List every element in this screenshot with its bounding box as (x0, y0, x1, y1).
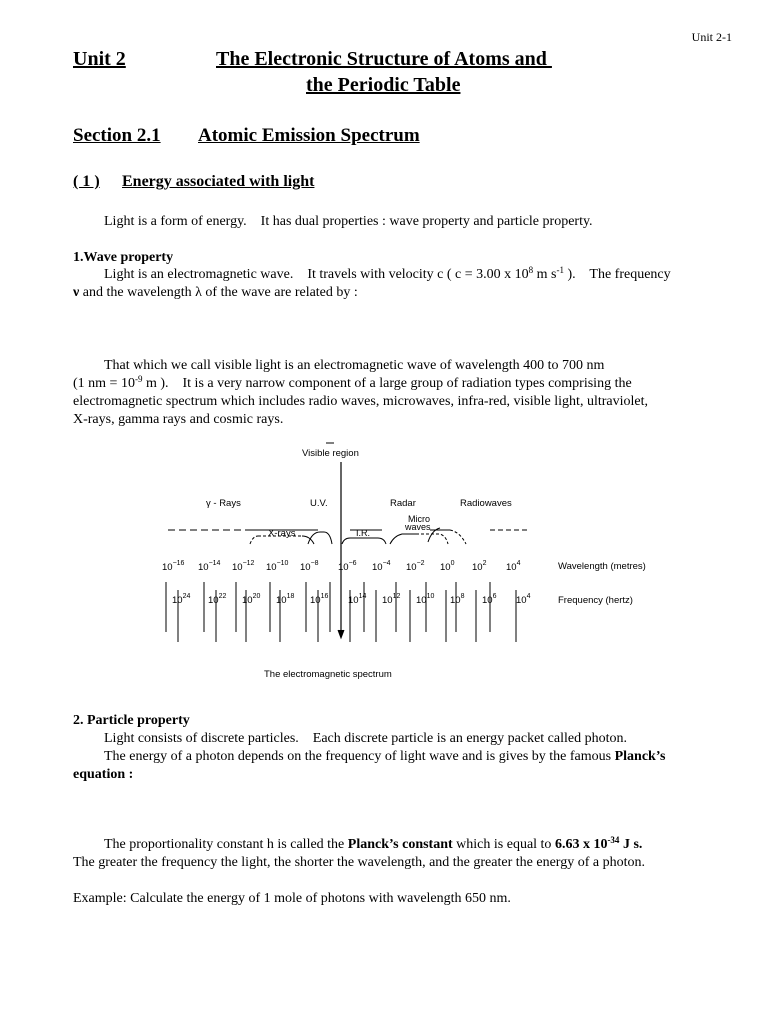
nu-symbol: ν (73, 285, 80, 300)
planck-line-1-text: The proportionality constant h is called the (104, 837, 348, 852)
visible-line-2-tail: m ). It is a very narrow component of a large group of radiation types comprising the (142, 376, 632, 391)
page-number-note: Unit 2-1 (691, 30, 732, 44)
radar-label: Radar (390, 498, 416, 509)
wavelength-axis-label: Wavelength (metres) (558, 561, 646, 572)
planck-line-2: The greater the frequency the light, the shorter the wavelength, and the greater the energy of a photon. (73, 855, 645, 870)
wavelength-tick-label: $10^{-2}$ (406, 560, 425, 573)
gamma-rays-label: γ - Rays (206, 498, 241, 509)
wave-property-heading: 1.Wave property (73, 250, 174, 265)
ir-label: I.R. (356, 528, 371, 538)
planck-unit: J s. (619, 837, 643, 852)
unit-text: m s (533, 267, 557, 282)
wave-line-1-tail: ). The frequency (564, 267, 671, 282)
radiowaves-label: Radiowaves (460, 498, 512, 509)
unit-title-line1: The Electronic Structure of Atoms and (216, 48, 552, 70)
particle-line-2 (104, 748, 665, 766)
figure-caption: The electromagnetic spectrum (264, 669, 392, 680)
wavelength-tick-label: $10^{-12}$ (232, 560, 255, 573)
frequency-tick-label: $10^{12}$ (382, 593, 401, 606)
wave-line-2-text: and the wavelength (79, 285, 196, 300)
particle-property-heading: 2. Particle property (73, 713, 190, 728)
exponent: -1 (556, 265, 564, 275)
wavelength-tick-label: $10^{-14}$ (198, 560, 221, 573)
frequency-tick-label: $10^{20}$ (242, 593, 261, 606)
wavelength-tick-label: $10^{-16}$ (162, 560, 185, 573)
subsection-title: Energy associated with light (122, 173, 315, 190)
particle-line-3: equation : (73, 767, 134, 782)
visible-line-3: electromagnetic spectrum which includes radio waves, microwaves, infra-red, visible light, ultraviolet, (73, 394, 648, 409)
intro-paragraph: Light is a form of energy. It has dual properties : wave property and particle property. (104, 214, 593, 229)
exponent: 8 (528, 265, 534, 275)
frequency-tick-label: $10^{24}$ (172, 593, 191, 606)
particle-line-1: Light consists of discrete particles. Each discrete particle is an energy packet called photon. (104, 731, 627, 746)
frequency-tick-label: $10^8$ (450, 593, 465, 606)
x-rays-label: X-rays (268, 528, 296, 539)
unit-title-line2: the Periodic Table (306, 74, 461, 96)
wavelength-tick-label: $10^2$ (472, 560, 487, 573)
wavelength-tick-label: $10^{-6}$ (338, 560, 357, 573)
particle-line-2-text: The energy of a photon depends on the frequency of light wave and is gives by the famous (104, 749, 615, 764)
section-number: Section 2.1 (73, 125, 161, 146)
wavelength-tick-label: $10^{-4}$ (372, 560, 391, 573)
planck-line-1-mid: which is equal to (452, 837, 555, 852)
wave-line-2-tail: of the wave are related by : (201, 285, 358, 300)
visible-line-2 (73, 375, 632, 393)
plancks-bold: Planck’s (614, 749, 666, 764)
waves-label: waves (405, 522, 431, 532)
section-title: Atomic Emission Spectrum (198, 125, 420, 146)
frequency-tick-label: $10^{22}$ (208, 593, 227, 606)
wavelength-tick-label: $10^{-8}$ (300, 560, 319, 573)
planck-value: 6.63 x 10 (554, 837, 608, 852)
frequency-axis-label: Frequency (hertz) (558, 595, 633, 606)
wavelength-tick-label: $10^4$ (506, 560, 521, 573)
visible-region-label: Visible region (302, 448, 359, 459)
frequency-tick-label: $10^4$ (516, 593, 531, 606)
exponent: -9 (134, 374, 143, 384)
frequency-tick-label: $10^{14}$ (348, 593, 367, 606)
visible-line-4: X-rays, gamma rays and cosmic rays. (73, 412, 284, 427)
uv-label: U.V. (310, 498, 328, 509)
wave-line-2 (73, 284, 358, 302)
subsection-number: ( 1 ) (73, 173, 100, 190)
planck-line-1 (104, 836, 642, 854)
frequency-tick-label: $10^6$ (482, 593, 497, 606)
wave-line-1-text: Light is an electromagnetic wave. It travels with velocity c ( c = 3.00 x 10 (104, 267, 529, 282)
micro-label: Micro (408, 514, 430, 524)
exponent: -34 (607, 835, 620, 845)
unit-number: Unit 2 (73, 48, 126, 70)
wave-line-1 (104, 266, 671, 284)
frequency-tick-label: $10^{16}$ (310, 593, 329, 606)
frequency-tick-label: $10^{10}$ (416, 593, 435, 606)
visible-line-2-text: (1 nm = 10 (73, 376, 135, 391)
example-question: Example: Calculate the energy of 1 mole of photons with wavelength 650 nm. (73, 891, 511, 906)
frequency-tick-label: $10^{18}$ (276, 593, 295, 606)
visible-line-1: That which we call visible light is an electromagnetic wave of wavelength 400 to 700 nm (104, 358, 605, 373)
plancks-constant-bold: Planck’s constant (347, 837, 453, 852)
lambda-symbol: λ (195, 285, 202, 300)
wavelength-tick-label: $10^{-10}$ (266, 560, 289, 573)
electromagnetic-spectrum-figure (150, 440, 670, 685)
wavelength-tick-label: $10^0$ (440, 560, 455, 573)
